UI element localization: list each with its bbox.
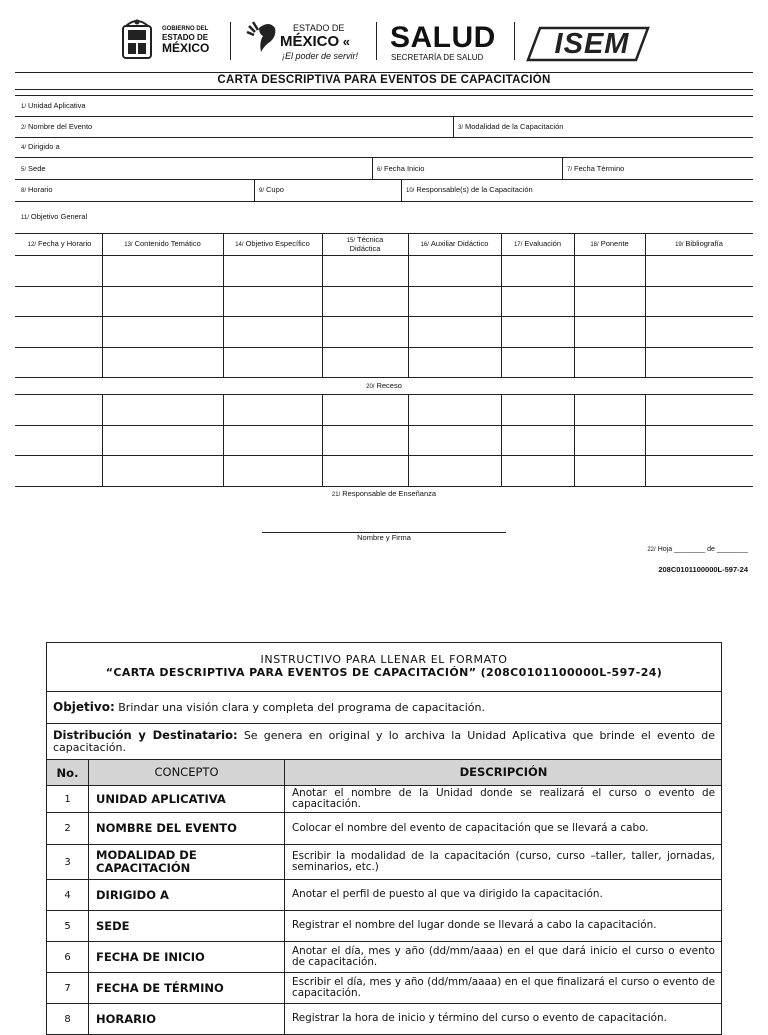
column-header-descripcion: DESCRIPCIÓN bbox=[459, 764, 548, 779]
table-row bbox=[47, 973, 721, 1004]
row-descripcion: Colocar el nombre del evento de capacitación que se llevará a cabo. bbox=[292, 821, 649, 834]
instructions-title-block bbox=[47, 643, 721, 692]
row-concepto: MODALIDAD DE CAPACITACIÓN bbox=[89, 845, 285, 879]
table-row bbox=[47, 845, 721, 880]
row-concepto: DIRIGIDO A bbox=[89, 880, 285, 910]
row-concepto: FECHA DE TÉRMINO bbox=[89, 973, 285, 1003]
grid-line bbox=[645, 233, 646, 377]
grid-line bbox=[322, 394, 323, 486]
grid-line bbox=[223, 394, 224, 486]
salud-subtitle: SECRETARÍA DE SALUD bbox=[391, 53, 484, 62]
form-line bbox=[15, 95, 753, 96]
row-number: 7 bbox=[47, 973, 89, 1003]
responsable-ensenanza-label: 21/ Responsable de Enseñanza bbox=[331, 489, 437, 498]
instructions-title: INSTRUCTIVO PARA LLENAR EL FORMATO bbox=[260, 653, 508, 666]
form-code: 208C0101100000L-597-24 bbox=[658, 565, 748, 574]
form-top-border bbox=[15, 72, 753, 73]
grid-line bbox=[15, 347, 753, 348]
row-descripcion: Anotar el nombre de la Unidad donde se realizará el curso o evento de capacitación. bbox=[292, 786, 715, 810]
page-counter: 22/ Hoja ________ de ________ bbox=[647, 546, 748, 553]
row-number: 6 bbox=[47, 942, 89, 972]
field-unidad-aplicativa: 1/ Unidad Aplicativa bbox=[21, 101, 86, 110]
grid-line bbox=[15, 377, 753, 378]
distribucion-row bbox=[47, 724, 721, 760]
instructions-table bbox=[46, 642, 722, 1035]
field-horario: 8/ Horario bbox=[21, 185, 53, 194]
row-number: 2 bbox=[47, 813, 89, 844]
objetivo-label: Objetivo: bbox=[53, 700, 115, 714]
field-objetivo-general: 11/ Objetivo General bbox=[21, 212, 88, 221]
form-line bbox=[15, 201, 753, 202]
column-header-auxiliar: 16/ Auxiliar Didáctico bbox=[420, 239, 489, 248]
table-header-row bbox=[47, 760, 721, 786]
form-line bbox=[15, 157, 753, 158]
edomex-main-label: MÉXICO « bbox=[280, 33, 351, 50]
grid-line bbox=[501, 394, 502, 486]
row-number: 3 bbox=[47, 845, 89, 879]
column-header-concepto: CONCEPTO bbox=[89, 760, 285, 785]
receso-label: 20/ Receso bbox=[366, 381, 402, 390]
header-divider bbox=[514, 22, 515, 60]
isem-logo-text: ISEM bbox=[554, 28, 630, 60]
grid-line bbox=[645, 394, 646, 486]
edomex-slogan: ¡El poder de servir! bbox=[282, 51, 359, 61]
grid-line bbox=[102, 394, 103, 486]
grid-line bbox=[408, 394, 409, 486]
form-line bbox=[453, 116, 454, 137]
column-header-ponente: 18/ Ponente bbox=[590, 239, 629, 248]
grid-line bbox=[574, 394, 575, 486]
form-line bbox=[562, 157, 563, 179]
field-sede: 5/ Sede bbox=[21, 164, 46, 173]
row-descripcion: Anotar el perfil de puesto al que va dirigido la capacitación. bbox=[292, 888, 603, 901]
row-descripcion: Escribir la modalidad de la capacitación (curso, curso –taller, taller, jornadas, seminarios, etc.) bbox=[292, 849, 715, 873]
form-line bbox=[372, 157, 373, 179]
row-number: 5 bbox=[47, 911, 89, 941]
column-header-evaluacion: 17/ Evaluación bbox=[513, 239, 562, 248]
row-concepto: NOMBRE DEL EVENTO bbox=[89, 813, 285, 844]
grid-line bbox=[15, 425, 753, 426]
column-header-contenido: 13/ Contenido Temático bbox=[124, 239, 201, 248]
field-cupo: 9/ Cupo bbox=[259, 185, 284, 194]
column-header-bibliografia: 19/ Bibliografía bbox=[675, 239, 723, 248]
row-concepto: SEDE bbox=[89, 911, 285, 941]
row-descripcion: Registrar la hora de inicio y término del curso o evento de capacitación. bbox=[292, 1012, 667, 1025]
gov-label-line2: ESTADO DE bbox=[162, 33, 209, 42]
grid-line bbox=[15, 455, 753, 456]
distribucion-text: Se genera en original y lo archiva la Unidad Aplicativa que brinde el evento de capacitación. bbox=[53, 729, 715, 754]
row-concepto: FECHA DE INICIO bbox=[89, 942, 285, 972]
edomex-emblem-icon bbox=[245, 18, 281, 54]
table-row bbox=[47, 911, 721, 942]
grid-line bbox=[574, 233, 575, 377]
edomex-top-label: ESTADO DE bbox=[293, 23, 345, 33]
form-title: CARTA DESCRIPTIVA PARA EVENTOS DE CAPACITACIÓN bbox=[217, 74, 551, 86]
row-descripcion: Registrar el nombre del lugar donde se llevará a cabo la capacitación. bbox=[292, 919, 657, 932]
distribucion-label: Distribución y Destinatario: bbox=[53, 728, 238, 742]
column-header-no: No. bbox=[47, 760, 89, 785]
row-concepto: UNIDAD APLICATIVA bbox=[89, 786, 285, 812]
form-line bbox=[401, 179, 402, 201]
row-descripcion: Anotar el día, mes y año (dd/mm/aaaa) en el que dará inicio el curso o evento de capacitación. bbox=[292, 944, 715, 968]
grid-line bbox=[15, 394, 753, 395]
row-number: 1 bbox=[47, 786, 89, 812]
table-row bbox=[47, 880, 721, 911]
grid-line bbox=[15, 286, 753, 287]
field-dirigido-a: 4/ Dirigido a bbox=[21, 142, 60, 151]
column-header-objetivo: 14/ Objetivo Específico bbox=[235, 239, 310, 248]
grid-line bbox=[501, 233, 502, 377]
logo-header bbox=[0, 0, 768, 70]
field-responsables: 10/ Responsable(s) de la Capacitación bbox=[406, 185, 533, 194]
gov-label-line1: GOBIERNO DEL bbox=[162, 26, 209, 32]
header-divider bbox=[376, 22, 377, 60]
grid-line bbox=[102, 233, 103, 377]
row-descripcion: Escribir el día, mes y año (dd/mm/aaaa) en el que finalizará el curso o evento de capacitación. bbox=[292, 975, 715, 999]
row-number: 4 bbox=[47, 880, 89, 910]
grid-line bbox=[223, 233, 224, 377]
table-row bbox=[47, 942, 721, 973]
form-line bbox=[15, 116, 753, 117]
table-row bbox=[47, 813, 721, 845]
row-concepto: HORARIO bbox=[89, 1004, 285, 1034]
table-row bbox=[47, 786, 721, 813]
field-modalidad: 3/ Modalidad de la Capacitación bbox=[458, 122, 564, 131]
form-line bbox=[15, 137, 753, 138]
field-fecha-termino: 7/ Fecha Término bbox=[567, 164, 625, 173]
field-fecha-inicio: 6/ Fecha Inicio bbox=[377, 164, 425, 173]
distribucion-text-container bbox=[53, 729, 715, 754]
salud-logo-text: SALUD bbox=[390, 21, 496, 54]
grid-line bbox=[408, 233, 409, 377]
column-header-fecha-horario: 12/ Fecha y Horario bbox=[27, 239, 92, 248]
column-header-tecnica: 15/ Técnica Didáctica bbox=[346, 235, 384, 253]
header-divider bbox=[230, 22, 231, 60]
form-line bbox=[254, 179, 255, 201]
grid-line bbox=[15, 316, 753, 317]
form-line bbox=[15, 179, 753, 180]
state-coat-of-arms-icon bbox=[118, 18, 156, 62]
grid-line bbox=[15, 255, 753, 256]
row-number: 8 bbox=[47, 1004, 89, 1034]
form-line bbox=[15, 89, 753, 90]
table-row bbox=[47, 1004, 721, 1035]
grid-line bbox=[15, 486, 753, 487]
grid-line bbox=[322, 233, 323, 377]
objetivo-row bbox=[47, 692, 721, 724]
gov-label-line3: MÉXICO bbox=[162, 41, 210, 55]
objetivo-text: Brindar una visión clara y completa del programa de capacitación. bbox=[118, 701, 486, 714]
signature-caption: Nombre y Firma bbox=[357, 533, 411, 542]
instructions-form-name: “CARTA DESCRIPTIVA PARA EVENTOS DE CAPACITACIÓN” (208C0101100000L-597-24) bbox=[105, 666, 663, 679]
objetivo-text-container bbox=[53, 700, 485, 714]
field-nombre-evento: 2/ Nombre del Evento bbox=[21, 122, 93, 131]
